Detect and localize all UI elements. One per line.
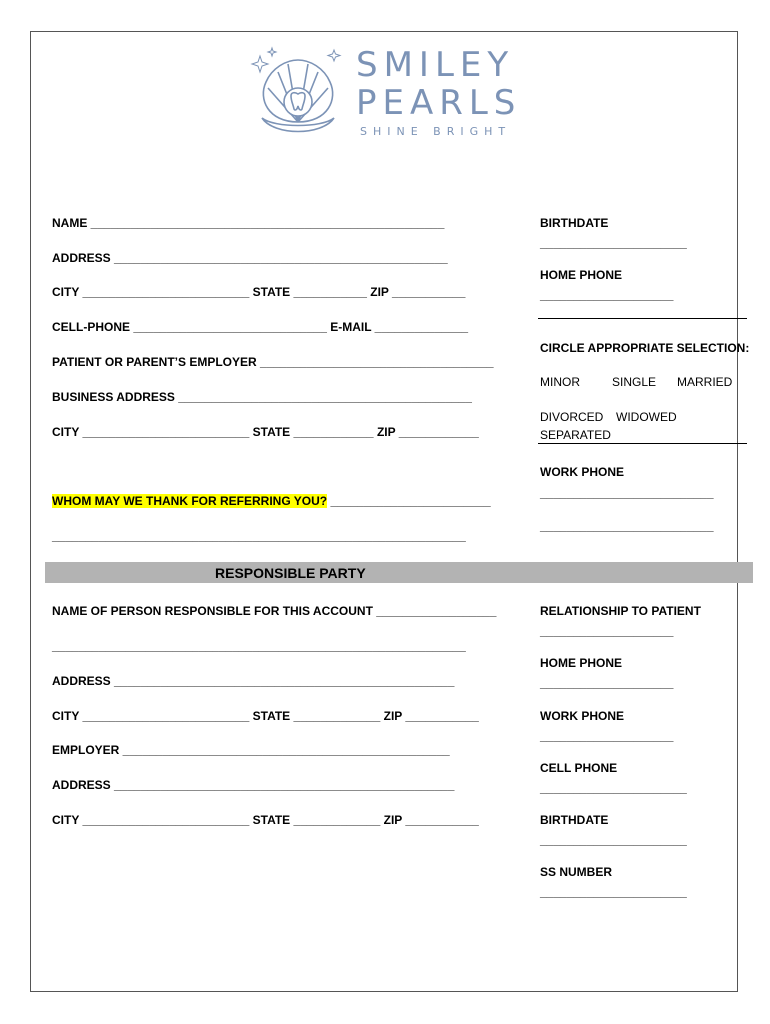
responsible-work-phone-label: WORK PHONE	[540, 709, 624, 723]
responsible-employer-city-field[interactable]: CITY _________________________ STATE _____________ ZIP ___________	[52, 813, 479, 827]
referral-line-2[interactable]: ______________________________________________________________	[52, 529, 466, 543]
relationship-label: RELATIONSHIP TO PATIENT	[540, 604, 701, 618]
referral-line: ________________________	[327, 494, 491, 508]
responsible-name-field[interactable]: NAME OF PERSON RESPONSIBLE FOR THIS ACCOUNT __________________	[52, 604, 497, 618]
relationship-line[interactable]: ____________________	[540, 624, 674, 638]
responsible-home-phone-label: HOME PHONE	[540, 656, 623, 670]
city-state-zip-field[interactable]: CITY _________________________ STATE ___________ ZIP ___________	[52, 285, 466, 299]
home-phone-label: HOME PHONE	[540, 268, 623, 282]
work-phone-label: WORK PHONE	[540, 465, 624, 479]
divider	[538, 443, 747, 444]
responsible-birthdate-line[interactable]: ______________________	[540, 833, 687, 847]
responsible-employer-address-field[interactable]: ADDRESS ___________________________________________________	[52, 778, 455, 792]
option-widowed[interactable]: WIDOWED	[616, 410, 677, 424]
form-page	[30, 31, 738, 992]
birthdate-label: BIRTHDATE	[540, 216, 609, 230]
employer-field[interactable]: PATIENT OR PARENT’S EMPLOYER ___________________________________	[52, 355, 494, 369]
birthdate-line[interactable]: ______________________	[540, 236, 687, 250]
circle-selection-label: CIRCLE APPROPRIATE SELECTION:	[540, 341, 750, 355]
ss-number-line[interactable]: ______________________	[540, 885, 687, 899]
divider	[538, 318, 747, 319]
responsible-employer-field[interactable]: EMPLOYER _________________________________________________	[52, 743, 450, 757]
option-married[interactable]: MARRIED	[677, 375, 733, 389]
responsible-birthdate-label: BIRTHDATE	[540, 813, 609, 827]
option-divorced[interactable]: DIVORCED	[540, 410, 604, 424]
work-phone-line-2[interactable]: __________________________	[540, 519, 714, 533]
logo-line-2: PEARLS	[356, 83, 522, 123]
logo-line-1: SMILEY	[356, 45, 515, 85]
responsible-home-phone-line[interactable]: ____________________	[540, 676, 674, 690]
logo-tagline: SHINE BRIGHT	[360, 125, 512, 138]
option-single[interactable]: SINGLE	[612, 375, 657, 389]
pearl-shell-icon	[248, 44, 348, 144]
responsible-cell-phone-label: CELL PHONE	[540, 761, 618, 775]
responsible-address-field[interactable]: ADDRESS ___________________________________________________	[52, 674, 455, 688]
name-field[interactable]: NAME _____________________________________________________	[52, 216, 445, 230]
ss-number-label: SS NUMBER	[540, 865, 613, 879]
responsible-city-state-zip-field[interactable]: CITY _________________________ STATE _____________ ZIP ___________	[52, 709, 479, 723]
work-phone-line[interactable]: __________________________	[540, 486, 714, 500]
cell-email-field[interactable]: CELL-PHONE _____________________________ E-MAIL ______________	[52, 320, 469, 334]
option-separated[interactable]: SEPARATED	[540, 428, 611, 442]
referral-field[interactable]	[52, 494, 491, 508]
smiley-pearls-logo	[248, 44, 528, 144]
section-header-band	[45, 562, 753, 583]
referral-label: WHOM MAY WE THANK FOR REFERRING YOU?	[52, 494, 328, 508]
responsible-work-phone-line[interactable]: ____________________	[540, 729, 674, 743]
responsible-party-title: RESPONSIBLE PARTY	[215, 565, 366, 581]
home-phone-line[interactable]: ____________________	[540, 288, 674, 302]
option-minor[interactable]: MINOR	[540, 375, 580, 389]
responsible-name-line-2[interactable]: ______________________________________________________________	[52, 639, 466, 653]
responsible-cell-phone-line[interactable]: ______________________	[540, 781, 687, 795]
address-field[interactable]: ADDRESS __________________________________________________	[52, 251, 448, 265]
business-address-field[interactable]: BUSINESS ADDRESS ____________________________________________	[52, 390, 472, 404]
business-city-state-zip-field[interactable]: CITY _________________________ STATE ____________ ZIP ____________	[52, 425, 479, 439]
